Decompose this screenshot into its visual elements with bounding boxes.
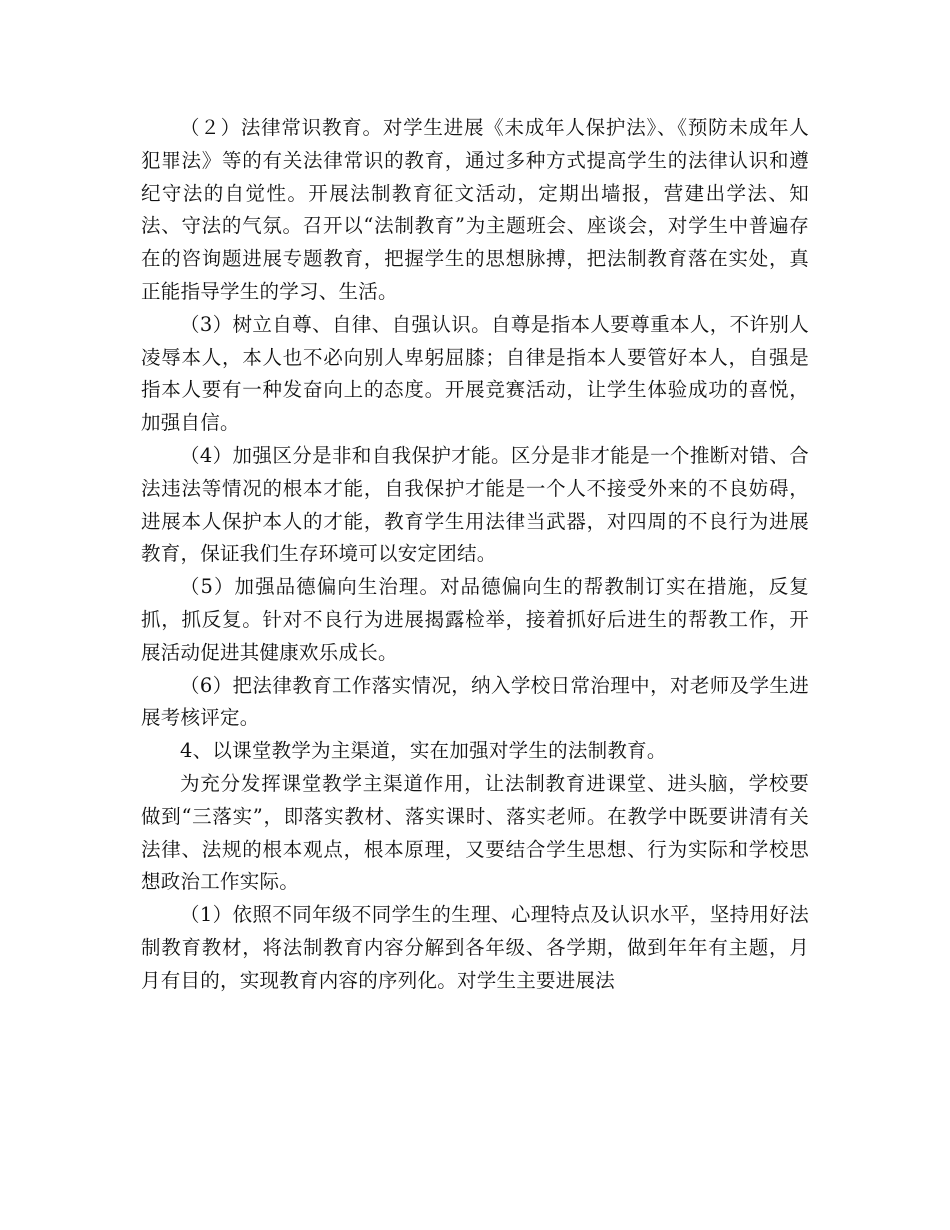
paragraph-moral-management: （5）加强品德偏向生治理。对品德偏向生的帮教制订实在措施，反复抓，抓反复。针对不良行为进展揭露检举，接着抓好后进生的帮教工作，开展活动促进其健康欢乐成长。 [141,575,809,664]
paragraph-grade-specific: （1）依照不同年级不同学生的生理、心理特点及认识水平，坚持用好法制教育教材，将法制教育内容分解到各年级、各学期，做到年年有主题，月月有目的，实现教育内容的序列化。对学生主要进展法 [141,903,809,992]
paragraph-assessment: （6）把法律教育工作落实情况，纳入学校日常治理中，对老师及学生进展考核评定。 [141,673,809,730]
paragraph-section-4-heading: 4、以课堂教学为主渠道，实在加强对学生的法制教育。 [180,739,667,763]
paragraph-self-respect: （3）树立自尊、自律、自强认识。自尊是指本人要尊重本人，不许别人凌辱本人，本人也不必向别人卑躬屈膝；自律是指本人要管好本人，自强是指本人要有一种发奋向上的态度。开展竞赛活动，让学生体验成功的喜悦，加强自信。 [141,312,809,435]
paragraph-self-protection: （4）加强区分是非和自我保护才能。区分是非才能是一个推断对错、合法违法等情况的根本才能，自我保护才能是一个人不接受外来的不良妨碍，进展本人保护本人的才能，教育学生用法律当武器，对四周的不良行为进展教育，保证我们生存环境可以安定团结。 [141,443,809,566]
document-body [141,112,809,998]
paragraph-legal-knowledge: （２）法律常识教育。对学生进展《未成年人保护法》、《预防未成年人犯罪法》等的有关法律常识的教育，通过多种方式提高学生的法律认识和遵纪守法的自觉性。开展法制教育征文活动，定期出墙报，营建出学法、知法、守法的气氛。召开以“法制教育”为主题班会、座谈会，对学生中普遍存在的咨询题进展专题教育，把握学生的思想脉搏，把法制教育落在实处，真正能指导学生的学习、生活。 [141,116,809,303]
paragraph-classroom-teaching: 为充分发挥课堂教学主渠道作用，让法制教育进课堂、进头脑，学校要做到“三落实”，即落实教材、落实课时、落实老师。在教学中既要讲清有关法律、法规的根本观点，根本原理，又要结合学生思想、行为实际和学校思想政治工作实际。 [141,771,809,894]
